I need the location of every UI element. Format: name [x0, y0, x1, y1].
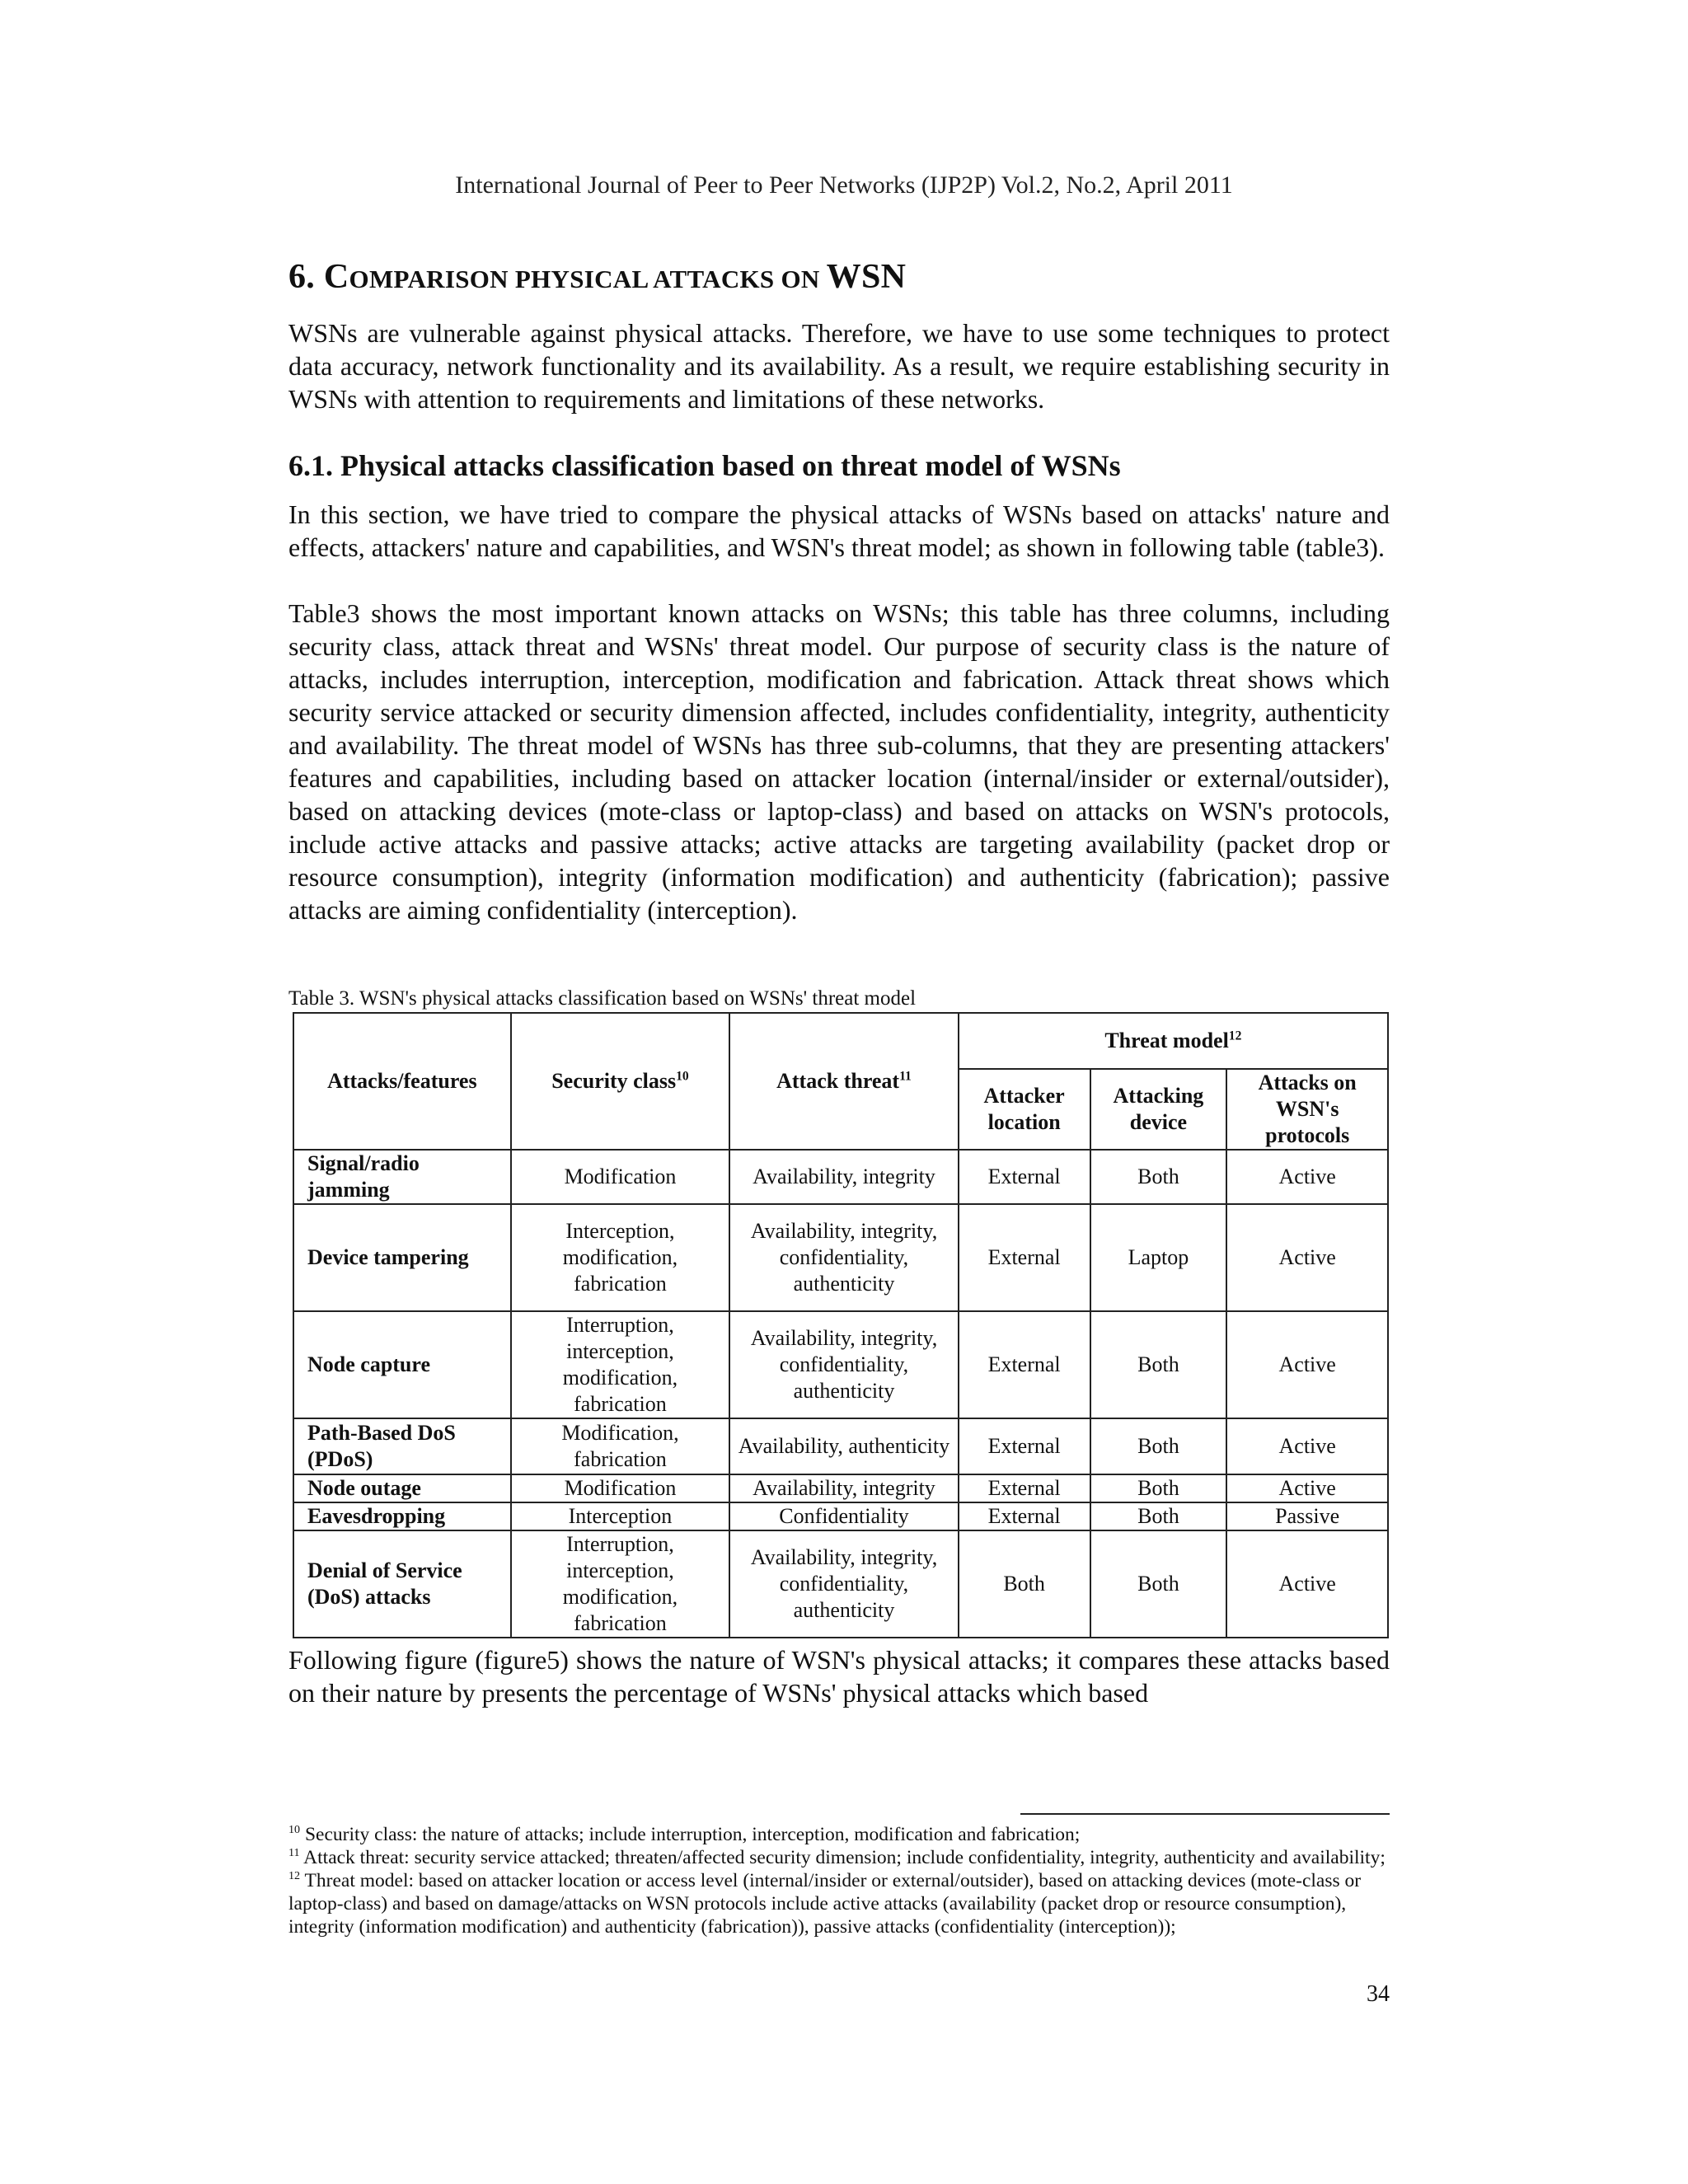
footnote-mark: 11	[288, 1846, 300, 1860]
running-header: International Journal of Peer to Peer Networks (IJP2P) Vol.2, No.2, April 2011	[455, 171, 1233, 199]
security-class-cell: Modification	[511, 1474, 730, 1502]
footnote-mark: 10	[288, 1823, 301, 1837]
table-row	[293, 1204, 1388, 1311]
attack-name: Denial of Service (DoS) attacks	[293, 1530, 511, 1638]
attack-threat-cell: Availability, integrity, confidentiality, authenticity	[729, 1530, 959, 1638]
section-number: 6.	[288, 258, 324, 296]
attacks-on-protocols-cell: Passive	[1226, 1502, 1388, 1530]
attack-name: Node outage	[293, 1474, 511, 1502]
section-title	[288, 257, 906, 297]
attacking-device-cell: Both	[1090, 1502, 1227, 1530]
section-intro-paragraph: WSNs are vulnerable against physical attacks. Therefore, we have to use some techniques to protect data accuracy, network functionality and its availability. As a result, we require establishing security in WSNs with attention to requirements and limitations of these networks.	[288, 318, 1390, 414]
attacks-on-protocols-cell: Active	[1226, 1530, 1388, 1638]
attacking-device-cell: Both	[1090, 1311, 1227, 1418]
table-row	[293, 1150, 1388, 1204]
attacker-location-cell: External	[959, 1418, 1090, 1474]
attacking-device-cell: Both	[1090, 1474, 1227, 1502]
table-row	[293, 1530, 1388, 1638]
attacker-location-cell: Both	[959, 1530, 1090, 1638]
security-class-cell: Modification, fabrication	[511, 1418, 730, 1474]
footnote-ref-12: 12	[1228, 1029, 1242, 1043]
attacker-location-cell: External	[959, 1150, 1090, 1204]
subsection-paragraph-2: Table3 shows the most important known attacks on WSNs; this table has three columns, including security class, attack threat and WSNs' threat model. Our purpose of security class is the nature of attacks, includes interruption, interception, modification and fabrication. Attack threat shows which security service attacked or security dimension affected, includes confidentiality, integrity, authenticity and availability. The threat model of WSNs has three sub-columns, that they are presenting attackers' features and capabilities, including based on attacker location (internal/insider or external/outsider), based on attacking devices (mote-class or laptop-class) and based on attacks on WSN's protocols, include active attacks and passive attacks; active attacks are targeting availability (packet drop or resource consumption), integrity (information modification) and authenticity (fabrication); passive attacks are aiming confidentiality (interception).	[288, 598, 1390, 925]
attacking-device-cell: Both	[1090, 1418, 1227, 1474]
security-class-cell: Interception, modification, fabrication	[511, 1204, 730, 1311]
attacks-table	[293, 1012, 1389, 1638]
header-attacking-device: Attacking device	[1090, 1069, 1227, 1150]
table-row	[293, 1418, 1388, 1474]
header-attacks-features: Attacks/features	[293, 1013, 511, 1150]
attack-name: Eavesdropping	[293, 1502, 511, 1530]
footnote	[288, 1869, 1390, 1938]
footnotes	[288, 1823, 1390, 1938]
footnote-text: Attack threat: security service attacked; threaten/affected security dimension; include confidentiality, integrity, authenticity and availability;	[303, 1847, 1386, 1868]
attacking-device-cell: Both	[1090, 1150, 1227, 1204]
attacking-device-cell: Both	[1090, 1530, 1227, 1638]
section-title-initial: C	[323, 258, 349, 296]
page-number: 34	[1367, 1981, 1390, 2007]
footnote	[288, 1823, 1390, 1846]
attack-name: Node capture	[293, 1311, 511, 1418]
subsection-title: 6.1. Physical attacks classification based on threat model of WSNs	[288, 449, 1121, 482]
security-class-cell: Interception	[511, 1502, 730, 1530]
header-attacker-location: Attacker location	[959, 1069, 1090, 1150]
footnote-text: Security class: the nature of attacks; include interruption, interception, modification and fabrication;	[304, 1824, 1081, 1845]
footnote-text: Threat model: based on attacker location or access level (internal/insider or external/outsider), based on attacking devices (mote-class or laptop-class) and based on damage/attacks on WSN protocols include active attacks (availability (packet drop or resource consumption), integrity (information modification) and authenticity (fabrication)), passive attacks (confidentiality (interception));	[288, 1870, 1362, 1938]
subsection-paragraph-1: In this section, we have tried to compare the physical attacks of WSNs based on attacks' nature and effects, attackers' nature and capabilities, and WSN's threat model; as shown in following table (table3).	[288, 499, 1390, 562]
section-title-wsn: WSN	[826, 258, 907, 296]
attack-threat-cell: Availability, integrity	[729, 1474, 959, 1502]
attacks-on-protocols-cell: Active	[1226, 1474, 1388, 1502]
header-threat-model: Threat model$^{12}$	[959, 1013, 1388, 1069]
table-caption: Table 3. WSN's physical attacks classification based on WSNs' threat model	[288, 987, 917, 1010]
attack-threat-cell: Availability, authenticity	[729, 1418, 959, 1474]
attacker-location-cell: External	[959, 1502, 1090, 1530]
security-class-cell: Modification	[511, 1150, 730, 1204]
footnote-divider	[1020, 1813, 1390, 1815]
attacker-location-cell: External	[959, 1474, 1090, 1502]
footnote-ref-10: 10	[676, 1069, 689, 1084]
attacker-location-cell: External	[959, 1311, 1090, 1418]
attacks-on-protocols-cell: Active	[1226, 1204, 1388, 1311]
table-row	[293, 1502, 1388, 1530]
attacks-on-protocols-cell: Active	[1226, 1418, 1388, 1474]
attack-name: Device tampering	[293, 1204, 511, 1311]
security-class-cell: Interruption, interception, modification, fabrication	[511, 1311, 730, 1418]
attack-threat-cell: Availability, integrity, confidentiality, authenticity	[729, 1204, 959, 1311]
attack-threat-cell: Availability, integrity	[729, 1150, 959, 1204]
section-title-rest: OMPARISON PHYSICAL ATTACKS ON	[349, 265, 827, 293]
header-attacks-on-protocols: Attacks on WSN's protocols	[1226, 1069, 1388, 1150]
following-figure-paragraph: Following figure (figure5) shows the nature of WSN's physical attacks; it compares these attacks based on their nature by presents the percentage of WSNs' physical attacks which based	[288, 1645, 1390, 1708]
header-security-class: Security class$^{10}$	[511, 1013, 730, 1150]
attacks-on-protocols-cell: Active	[1226, 1311, 1388, 1418]
footnote-mark: 12	[288, 1869, 301, 1883]
footnote	[288, 1846, 1390, 1869]
table-row	[293, 1311, 1388, 1418]
attack-threat-cell: Availability, integrity, confidentiality, authenticity	[729, 1311, 959, 1418]
table-row	[293, 1474, 1388, 1502]
footnote-ref-11: 11	[899, 1069, 912, 1084]
attack-name: Path-Based DoS (PDoS)	[293, 1418, 511, 1474]
attacker-location-cell: External	[959, 1204, 1090, 1311]
attacking-device-cell: Laptop	[1090, 1204, 1227, 1311]
attacks-on-protocols-cell: Active	[1226, 1150, 1388, 1204]
header-attack-threat: Attack threat$^{11}$	[729, 1013, 959, 1150]
security-class-cell: Interruption, interception, modification, fabrication	[511, 1530, 730, 1638]
attack-name: Signal/radio jamming	[293, 1150, 511, 1204]
attack-threat-cell: Confidentiality	[729, 1502, 959, 1530]
